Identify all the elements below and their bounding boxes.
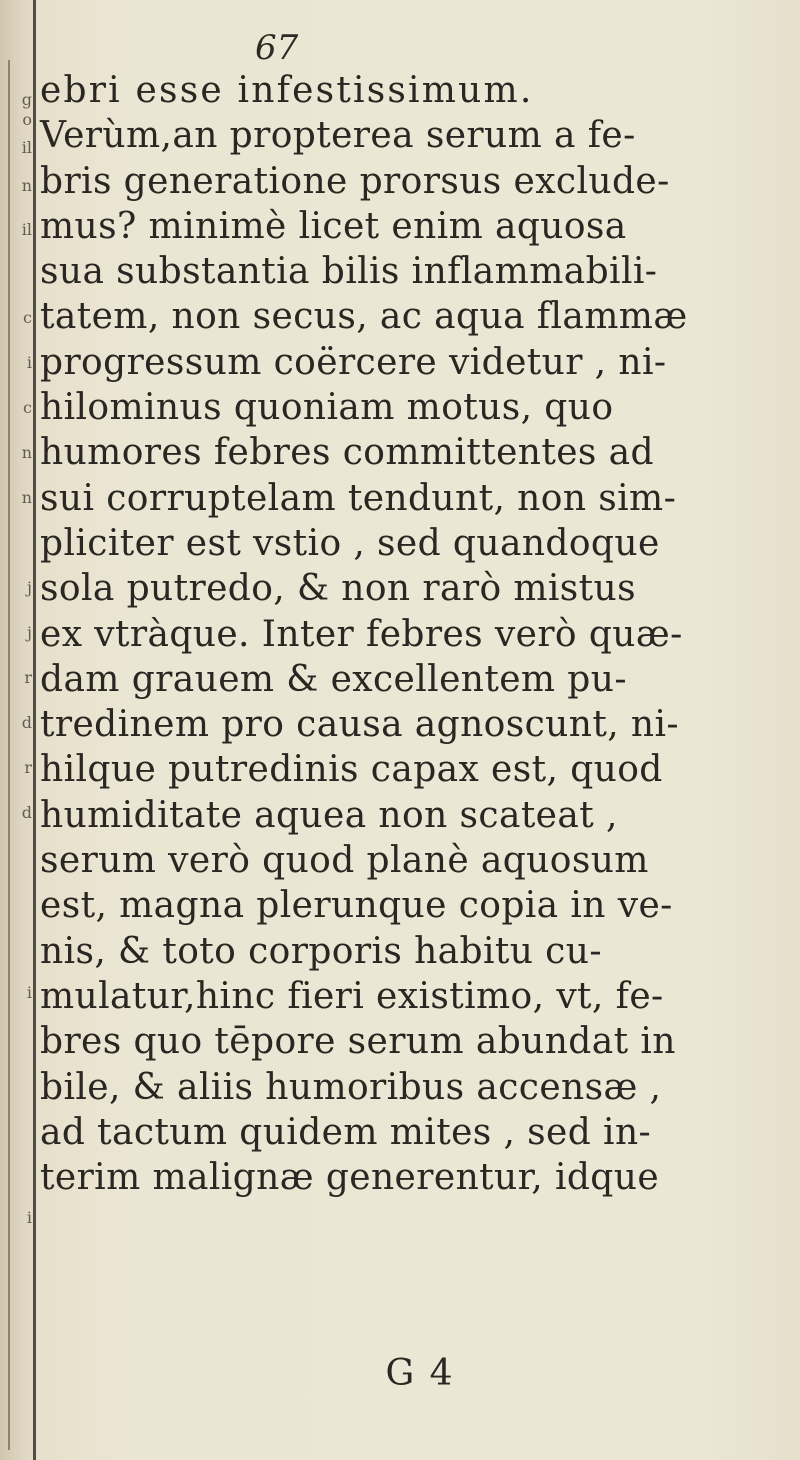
text-line: serum verò quod planè aquosum [40,840,649,882]
text-line: tatem, non secus, ac aqua flammæ [40,296,688,338]
text-line: ex vtràque. Inter febres verò quæ- [40,613,683,655]
text-line: humores febres committentes ad [40,432,654,474]
gutter-fragment: n [21,443,32,462]
gutter-fragment: d [21,713,32,732]
text-line: Verùm,an propterea serum a fe- [40,115,636,157]
text-line: humiditate aquea non scateat , [40,794,618,836]
text-line: mulatur,hinc fieri existimo, vt, fe- [40,975,664,1017]
text-line: sua substantia bilis inflammabili- [40,251,658,293]
gutter-fragment: r [24,758,32,777]
gutter-fragment: c [23,398,32,417]
text-line: est, magna plerunque copia in ve- [40,885,673,927]
gutter-fragment: j [27,578,32,597]
text-line: hilominus quoniam motus, quo [40,387,614,429]
gutter-fragment: g [21,90,32,109]
gutter-fragment: i [26,983,32,1002]
gutter-fragment: i [26,1208,32,1227]
gutter-fragment: j [27,623,32,642]
gutter-fragment: n [21,488,32,507]
text-line: progressum coërcere videtur , ni- [40,341,667,383]
gutter-edge-line [8,60,10,1450]
text-line: sui corruptelam tendunt, non sim- [40,477,677,519]
text-line: mus? minimè licet enim aquosa [40,205,627,247]
gutter-fragment: il [21,220,32,239]
gutter-fragment: d [21,803,32,822]
text-line: bris generatione prorsus exclude- [40,160,670,202]
gutter-fragment: o [22,110,32,129]
signature-mark: G 4 [385,1353,455,1394]
text-line: ad tactum quidem mites , sed in- [40,1111,652,1153]
gutter-fragment: n [21,176,32,195]
text-line: ebri esse infestissimum. [40,70,534,111]
text-line: bile, & aliis humoribus accensæ , [40,1066,662,1108]
page-number: 67 [255,28,299,68]
text-line: terim malignæ generentur, idque [40,1157,660,1199]
text-line: hilque putredinis capax est, quod [40,749,663,791]
text-line: sola putredo, & non rarò mistus [40,568,637,610]
text-column-rule [33,0,36,1460]
text-line: tredinem pro causa agnoscunt, ni- [40,704,679,746]
gutter-fragment: r [24,668,32,687]
text-line: dam grauem & excellentem pu- [40,658,627,700]
gutter-fragment: il [21,138,32,157]
text-line: nis, & toto corporis habitu cu- [40,930,602,972]
text-line: bres quo tēpore serum abundat in [40,1021,676,1063]
body-text [40,68,785,1200]
gutter-fragment: i [26,353,32,372]
gutter-fragment: c [23,308,32,327]
text-line: pliciter est vstio , sed quandoque [40,522,660,564]
